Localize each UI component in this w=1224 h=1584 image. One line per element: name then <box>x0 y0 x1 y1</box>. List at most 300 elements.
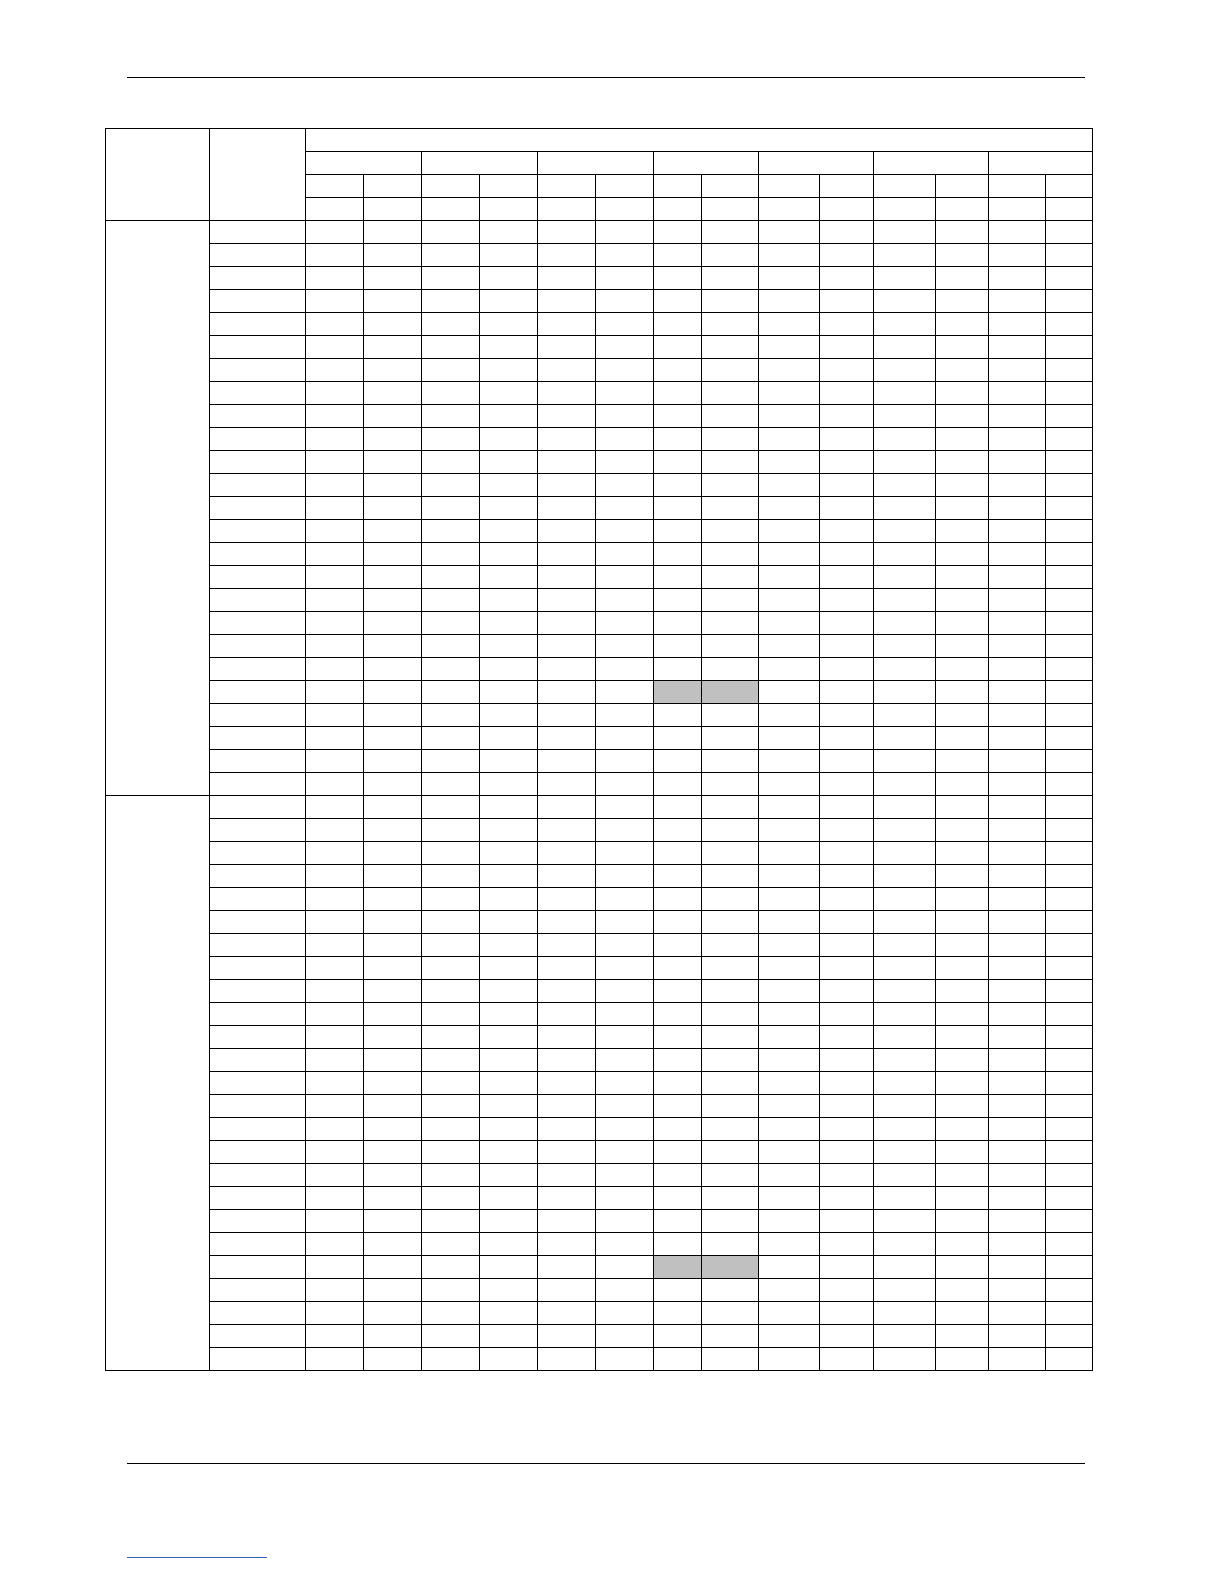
table-cell <box>1046 313 1093 336</box>
subheader-cell <box>364 175 422 198</box>
table-cell <box>422 589 480 612</box>
table-cell <box>480 221 538 244</box>
table-cell <box>422 428 480 451</box>
table-cell <box>874 1279 936 1302</box>
table-cell <box>702 359 759 382</box>
subheader-cell <box>422 198 480 221</box>
table-cell <box>874 1072 936 1095</box>
table-cell <box>364 635 422 658</box>
table-cell <box>364 612 422 635</box>
table-cell <box>759 1348 820 1371</box>
group-header-cell <box>759 152 874 175</box>
table-cell <box>596 1049 654 1072</box>
table-row <box>106 750 1093 773</box>
table-cell <box>936 957 989 980</box>
table-cell <box>820 497 874 520</box>
subheader-cell <box>820 198 874 221</box>
table-cell <box>422 681 480 704</box>
table-cell <box>306 888 364 911</box>
subheader-cell <box>820 175 874 198</box>
table-cell <box>422 1049 480 1072</box>
table-cell <box>820 244 874 267</box>
table-row <box>106 957 1093 980</box>
table-cell <box>989 819 1046 842</box>
table-row <box>106 359 1093 382</box>
table-cell <box>364 382 422 405</box>
table-cell <box>306 589 364 612</box>
row-label-cell <box>210 1187 306 1210</box>
table-cell <box>702 1302 759 1325</box>
subheader-cell <box>989 198 1046 221</box>
table-cell <box>480 635 538 658</box>
table-cell <box>874 1302 936 1325</box>
table-cell <box>874 290 936 313</box>
table-cell <box>759 1302 820 1325</box>
table-cell <box>538 1348 596 1371</box>
table-cell <box>480 543 538 566</box>
table-cell <box>422 1118 480 1141</box>
table-cell <box>759 1210 820 1233</box>
table-cell <box>936 336 989 359</box>
table-row <box>106 221 1093 244</box>
table-cell <box>820 911 874 934</box>
table-cell <box>874 934 936 957</box>
table-cell <box>989 1256 1046 1279</box>
table-cell <box>306 382 364 405</box>
table-cell <box>654 405 702 428</box>
table-cell <box>759 1003 820 1026</box>
table-cell <box>759 221 820 244</box>
table-cell <box>306 1118 364 1141</box>
table-row <box>106 520 1093 543</box>
row-label-cell <box>210 980 306 1003</box>
subheader-cell <box>936 198 989 221</box>
table-cell <box>820 1003 874 1026</box>
table-cell <box>422 1141 480 1164</box>
table-cell <box>306 313 364 336</box>
table-cell <box>480 1049 538 1072</box>
table-cell <box>936 589 989 612</box>
table-cell <box>820 1233 874 1256</box>
table-cell <box>480 773 538 796</box>
table-cell <box>874 1325 936 1348</box>
table-cell <box>702 244 759 267</box>
table-cell <box>480 566 538 589</box>
table-cell <box>702 1072 759 1095</box>
table-cell <box>654 382 702 405</box>
table-cell <box>596 1348 654 1371</box>
table-cell <box>759 405 820 428</box>
table-cell <box>306 796 364 819</box>
table-cell <box>989 543 1046 566</box>
table-cell <box>364 267 422 290</box>
table-cell <box>538 819 596 842</box>
section-label-cell <box>106 796 210 1371</box>
table-cell <box>538 359 596 382</box>
table-cell <box>820 267 874 290</box>
table-cell <box>989 980 1046 1003</box>
table-cell <box>989 1279 1046 1302</box>
table-cell <box>874 267 936 290</box>
table-cell <box>1046 727 1093 750</box>
table-cell <box>702 1325 759 1348</box>
table-cell <box>596 405 654 428</box>
table-cell <box>1046 635 1093 658</box>
table-cell <box>874 1187 936 1210</box>
table-cell <box>874 957 936 980</box>
header-rule <box>127 77 1085 78</box>
table-cell <box>654 336 702 359</box>
table-cell <box>306 497 364 520</box>
table-cell <box>422 382 480 405</box>
table-cell <box>422 796 480 819</box>
table-cell <box>874 658 936 681</box>
table-cell <box>1046 750 1093 773</box>
table-cell <box>596 1118 654 1141</box>
table-cell <box>874 1026 936 1049</box>
table-cell <box>820 543 874 566</box>
row-label-cell <box>210 865 306 888</box>
table-cell <box>936 359 989 382</box>
table-row <box>106 980 1093 1003</box>
row-label-cell <box>210 635 306 658</box>
table-cell <box>480 865 538 888</box>
table-cell <box>820 589 874 612</box>
subheader-cell <box>596 175 654 198</box>
subheader-cell <box>1046 198 1093 221</box>
table-cell <box>1046 543 1093 566</box>
table-cell <box>364 727 422 750</box>
table-cell <box>936 773 989 796</box>
table-cell <box>702 1233 759 1256</box>
row-label-header-cell <box>210 129 306 221</box>
table-cell <box>538 1164 596 1187</box>
table-cell <box>874 520 936 543</box>
table-cell <box>989 497 1046 520</box>
table-cell <box>759 520 820 543</box>
table-cell <box>306 1095 364 1118</box>
table-cell <box>702 934 759 957</box>
row-label-cell <box>210 267 306 290</box>
table-cell <box>596 888 654 911</box>
table-cell <box>1046 589 1093 612</box>
table-cell <box>422 980 480 1003</box>
table-cell <box>1046 520 1093 543</box>
table-cell <box>422 244 480 267</box>
table-cell <box>1046 221 1093 244</box>
table-cell <box>702 290 759 313</box>
table-cell <box>654 543 702 566</box>
table-cell <box>364 1095 422 1118</box>
table-row <box>106 244 1093 267</box>
table-cell <box>422 934 480 957</box>
row-label-cell <box>210 796 306 819</box>
subheader-cell <box>538 175 596 198</box>
table-cell <box>1046 1095 1093 1118</box>
table-cell <box>989 405 1046 428</box>
subheader-cell <box>306 175 364 198</box>
table-cell <box>874 336 936 359</box>
table-cell <box>759 773 820 796</box>
table-cell <box>596 428 654 451</box>
table-cell <box>364 1003 422 1026</box>
subheader-cell <box>702 198 759 221</box>
table-cell <box>654 1049 702 1072</box>
table-row <box>106 497 1093 520</box>
group-header-cell <box>654 152 759 175</box>
table-cell <box>364 1210 422 1233</box>
table-cell <box>936 727 989 750</box>
table-cell <box>422 1233 480 1256</box>
row-label-cell <box>210 1072 306 1095</box>
table-cell <box>306 1003 364 1026</box>
table-cell <box>654 704 702 727</box>
table-cell <box>306 934 364 957</box>
table-cell <box>936 888 989 911</box>
table-cell <box>654 1118 702 1141</box>
table-cell <box>538 635 596 658</box>
table-cell <box>936 497 989 520</box>
table-cell <box>989 1348 1046 1371</box>
table-cell <box>989 1325 1046 1348</box>
table-cell <box>874 382 936 405</box>
table-cell <box>759 1256 820 1279</box>
table-cell <box>820 1325 874 1348</box>
table-cell <box>759 313 820 336</box>
table-cell <box>480 1325 538 1348</box>
table-cell <box>1046 359 1093 382</box>
table-cell <box>422 704 480 727</box>
table-row <box>106 796 1093 819</box>
table-cell <box>702 1164 759 1187</box>
table-cell <box>989 290 1046 313</box>
table-cell <box>654 957 702 980</box>
table-cell <box>989 1302 1046 1325</box>
table-cell <box>654 1141 702 1164</box>
table-cell <box>596 244 654 267</box>
table-cell <box>820 1141 874 1164</box>
table-cell <box>306 865 364 888</box>
table-cell <box>820 612 874 635</box>
table-cell <box>936 658 989 681</box>
row-label-cell <box>210 359 306 382</box>
row-label-cell <box>210 451 306 474</box>
table-cell <box>936 382 989 405</box>
table-cell <box>422 612 480 635</box>
table-row <box>106 474 1093 497</box>
table-cell <box>936 704 989 727</box>
table-cell <box>989 842 1046 865</box>
table-cell <box>702 911 759 934</box>
table-cell <box>364 589 422 612</box>
table-cell <box>1046 336 1093 359</box>
table-cell <box>480 497 538 520</box>
table-cell <box>306 681 364 704</box>
table-cell <box>480 290 538 313</box>
table-cell <box>480 267 538 290</box>
table-cell <box>654 1164 702 1187</box>
table-cell <box>654 451 702 474</box>
table-cell <box>936 635 989 658</box>
table-cell <box>874 773 936 796</box>
table-cell <box>759 888 820 911</box>
table-cell <box>364 911 422 934</box>
table-cell <box>936 1049 989 1072</box>
table-cell <box>422 750 480 773</box>
table-cell <box>364 819 422 842</box>
table-cell <box>480 1210 538 1233</box>
table-cell <box>820 405 874 428</box>
table-cell <box>702 313 759 336</box>
table-cell <box>422 290 480 313</box>
table-cell <box>306 980 364 1003</box>
table-cell <box>989 313 1046 336</box>
table-cell <box>364 1072 422 1095</box>
table-cell <box>702 1095 759 1118</box>
table-cell <box>306 819 364 842</box>
table-cell <box>702 543 759 566</box>
table-cell <box>1046 405 1093 428</box>
table-cell <box>874 359 936 382</box>
table-cell <box>1046 1279 1093 1302</box>
group-header-cell <box>538 152 654 175</box>
table-cell <box>480 658 538 681</box>
row-label-cell <box>210 313 306 336</box>
table-cell <box>480 1164 538 1187</box>
table-cell <box>759 1141 820 1164</box>
table-cell <box>538 267 596 290</box>
table-cell <box>820 520 874 543</box>
table-cell <box>538 612 596 635</box>
table-cell <box>989 934 1046 957</box>
row-label-cell <box>210 290 306 313</box>
table-cell <box>989 704 1046 727</box>
table-cell <box>1046 1164 1093 1187</box>
row-label-cell <box>210 543 306 566</box>
table-cell <box>538 658 596 681</box>
table-cell <box>936 796 989 819</box>
table-cell <box>874 405 936 428</box>
table-cell <box>702 336 759 359</box>
table-cell <box>820 658 874 681</box>
table-cell <box>820 336 874 359</box>
table-cell <box>306 520 364 543</box>
table-cell <box>702 520 759 543</box>
table-cell <box>936 980 989 1003</box>
table-cell <box>989 888 1046 911</box>
table-cell <box>759 934 820 957</box>
table-cell <box>820 474 874 497</box>
row-label-cell <box>210 911 306 934</box>
table-cell <box>306 1233 364 1256</box>
table-cell <box>702 497 759 520</box>
table-cell <box>596 796 654 819</box>
table-cell <box>1046 1118 1093 1141</box>
table-row <box>106 1256 1093 1279</box>
subheader-cell <box>538 198 596 221</box>
group-header-cell <box>874 152 989 175</box>
table-cell <box>874 1118 936 1141</box>
table-cell <box>364 566 422 589</box>
table-cell <box>538 313 596 336</box>
table-cell <box>874 888 936 911</box>
table-cell <box>936 819 989 842</box>
table-cell <box>596 1095 654 1118</box>
table-cell <box>1046 819 1093 842</box>
table-row <box>106 704 1093 727</box>
table-cell <box>306 221 364 244</box>
row-label-cell <box>210 405 306 428</box>
table-cell <box>989 1095 1046 1118</box>
table-cell <box>480 405 538 428</box>
table-cell <box>759 566 820 589</box>
table-cell <box>422 1348 480 1371</box>
row-label-cell <box>210 428 306 451</box>
table-cell <box>874 497 936 520</box>
table-row <box>106 819 1093 842</box>
table-cell <box>936 1348 989 1371</box>
table-cell <box>306 1187 364 1210</box>
table-cell <box>480 957 538 980</box>
table-row <box>106 1118 1093 1141</box>
table-cell <box>702 451 759 474</box>
table-cell <box>480 1141 538 1164</box>
table-cell <box>759 704 820 727</box>
row-label-cell <box>210 1325 306 1348</box>
row-label-cell <box>210 1095 306 1118</box>
table-cell <box>538 911 596 934</box>
table-cell <box>538 1095 596 1118</box>
table-cell <box>759 1095 820 1118</box>
table-body <box>106 129 1093 1371</box>
table-cell <box>759 1026 820 1049</box>
table-cell <box>654 1302 702 1325</box>
table-cell <box>874 704 936 727</box>
table-cell <box>820 566 874 589</box>
table-cell <box>702 957 759 980</box>
table-cell <box>874 865 936 888</box>
table-cell <box>989 1187 1046 1210</box>
table-cell <box>422 911 480 934</box>
table-cell <box>1046 681 1093 704</box>
table-cell <box>702 1049 759 1072</box>
table-cell <box>874 1003 936 1026</box>
row-label-cell <box>210 704 306 727</box>
row-label-cell <box>210 474 306 497</box>
table-cell <box>596 681 654 704</box>
table-cell <box>702 888 759 911</box>
table-cell <box>1046 658 1093 681</box>
table-cell <box>820 1210 874 1233</box>
row-label-cell <box>210 566 306 589</box>
table-cell <box>1046 1072 1093 1095</box>
subheader-cell <box>422 175 480 198</box>
table-cell <box>596 1233 654 1256</box>
table-cell <box>364 980 422 1003</box>
table-cell <box>654 589 702 612</box>
table-cell <box>480 750 538 773</box>
table-cell <box>596 773 654 796</box>
table-cell <box>480 842 538 865</box>
table-cell <box>306 451 364 474</box>
table-cell <box>538 1026 596 1049</box>
table-cell <box>702 727 759 750</box>
table-cell <box>820 727 874 750</box>
table-row <box>106 267 1093 290</box>
table-cell <box>480 1095 538 1118</box>
subheader-cell <box>874 198 936 221</box>
table-cell <box>874 1141 936 1164</box>
